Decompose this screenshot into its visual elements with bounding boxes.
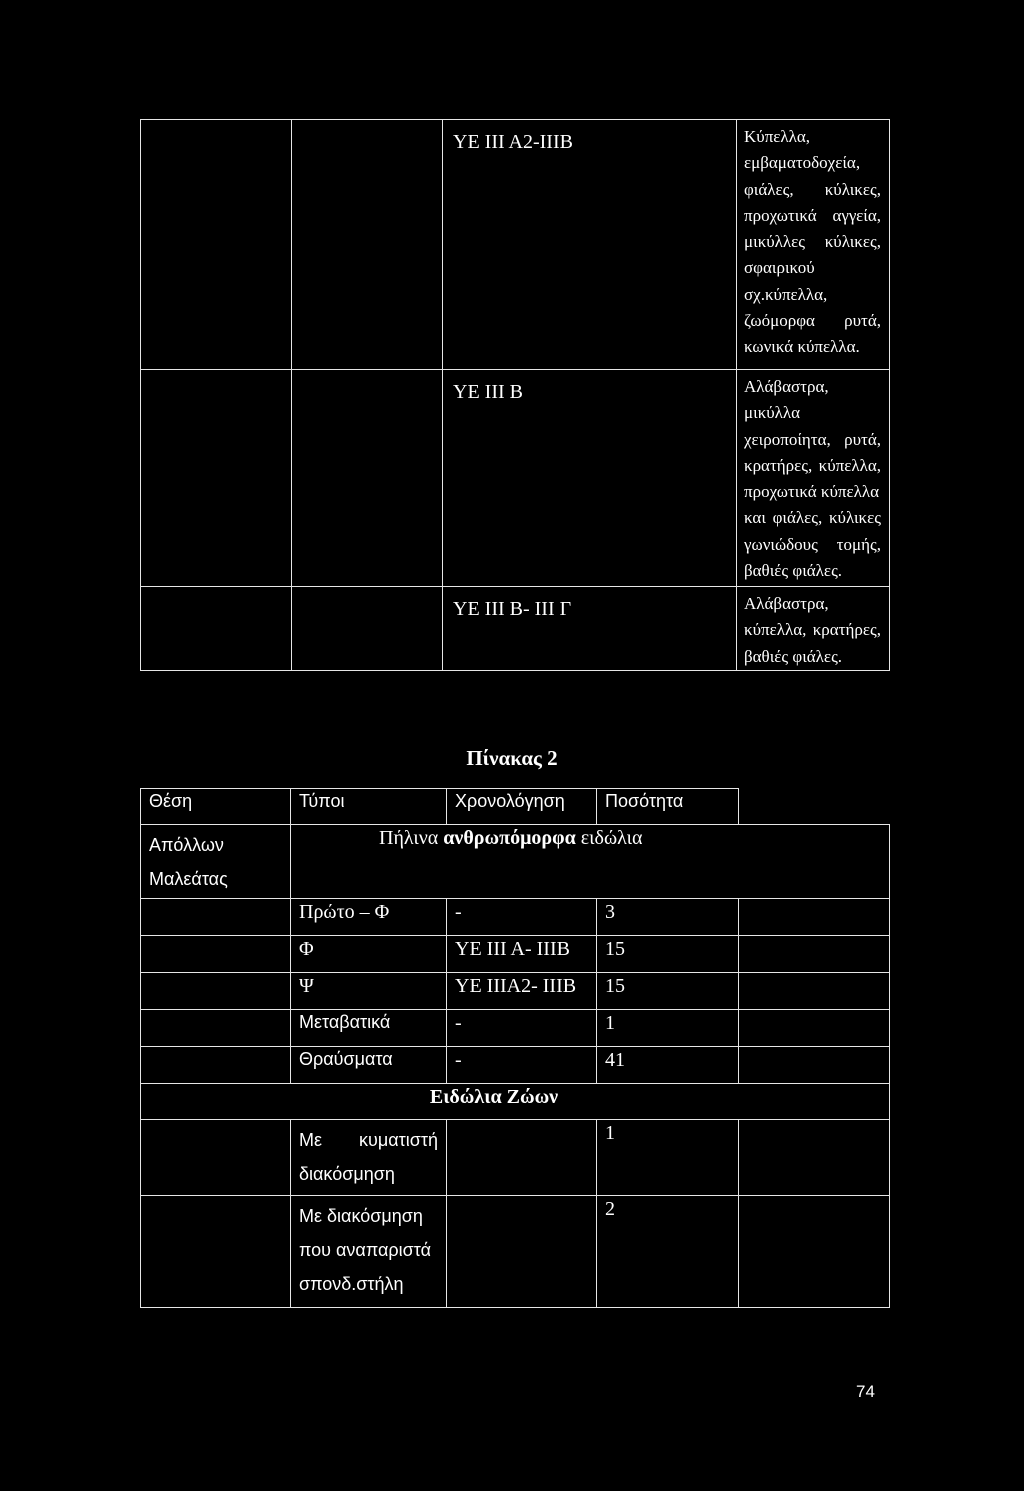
date-cell: -: [447, 899, 597, 936]
table-row: [141, 1047, 890, 1084]
empty-cell: [141, 1196, 291, 1308]
section-heading-bold: ανθρωπόμορφα: [443, 827, 576, 849]
empty-cell: [739, 899, 890, 936]
header-row: [141, 789, 890, 825]
empty-cell: [739, 936, 890, 973]
type-line: Με διακόσμηση: [299, 1206, 423, 1226]
header-cell: Θέση: [141, 789, 291, 825]
empty-cell: [141, 370, 292, 587]
description-line: κρατήρες, κύπελλα,: [744, 455, 881, 475]
empty-cell: [739, 789, 890, 825]
period-cell: [443, 370, 737, 587]
description-cell: [737, 587, 890, 671]
table-row: [141, 1010, 890, 1047]
type-cell: [291, 1196, 447, 1308]
period-label: ΥΕ ΙΙΙ Α2-ΙΙΙΒ: [453, 131, 573, 153]
section-heading-text: Πήλινα: [379, 827, 444, 849]
description-line: και φιάλες, κύλικες: [744, 508, 881, 528]
empty-cell: [141, 936, 291, 973]
quantity-cell: 1: [597, 1120, 739, 1196]
empty-cell: [739, 973, 890, 1010]
date-cell: -: [447, 1047, 597, 1084]
description-line: μικύλλες κύλικες,: [744, 232, 881, 252]
empty-cell: [141, 1047, 291, 1084]
description-line: ζωόμορφα ρυτά,: [744, 311, 881, 331]
quantity-cell: 15: [597, 973, 739, 1010]
empty-cell: [739, 1010, 890, 1047]
type-line: που αναπαριστά: [299, 1240, 432, 1260]
empty-cell: [292, 587, 443, 671]
table-row: [141, 973, 890, 1010]
empty-cell: [447, 1196, 597, 1308]
description-line: Κύπελλα,: [744, 127, 811, 146]
quantity-cell: 41: [597, 1047, 739, 1084]
header-cell: Ποσότητα: [597, 789, 739, 825]
empty-cell: [292, 370, 443, 587]
table-row: [141, 587, 890, 671]
type-line: Με κυματιστή: [299, 1130, 438, 1150]
header-cell: Χρονολόγηση: [447, 789, 597, 825]
page-number: 74: [856, 1382, 875, 1401]
date-cell: -: [447, 1010, 597, 1047]
table-row: [141, 120, 890, 370]
table-row: [141, 370, 890, 587]
empty-cell: [739, 1047, 890, 1084]
table-caption: Πίνακας 2: [466, 746, 558, 770]
empty-cell: [739, 1120, 890, 1196]
period-cell: [443, 120, 737, 370]
empty-cell: [141, 587, 292, 671]
description-line: Αλάβαστρα,: [744, 377, 829, 396]
description-line: σχ.κύπελλα,: [744, 284, 828, 304]
empty-cell: [141, 1120, 291, 1196]
type-cell: Φ: [291, 936, 447, 973]
site-name: Μαλεάτας: [149, 869, 228, 889]
description-line: μικύλλα: [744, 403, 801, 423]
description-line: φιάλες, κύλικες,: [744, 179, 881, 199]
pottery-table: [140, 119, 890, 671]
empty-cell: [141, 973, 291, 1010]
table-row: [141, 825, 890, 899]
quantity-cell: 1: [597, 1010, 739, 1047]
description-line: κωνικά κύπελλα.: [744, 337, 860, 357]
description-line: γωνιώδους τομής,: [744, 534, 881, 554]
type-cell: Ψ: [291, 973, 447, 1010]
empty-cell: [141, 1010, 291, 1047]
description-line: χειροποίητα, ρυτά,: [744, 429, 881, 449]
table-row: [141, 1196, 890, 1308]
table-row: [141, 899, 890, 936]
empty-cell: [292, 120, 443, 370]
description-cell: [737, 120, 890, 370]
description-line: κύπελλα, κρατήρες,: [744, 620, 881, 640]
description-cell: [737, 370, 890, 587]
description-line: Αλάβαστρα,: [744, 594, 829, 613]
table-row: [141, 1120, 890, 1196]
section-heading-cell: [291, 825, 890, 899]
description-line: βαθιές φιάλες.: [744, 646, 843, 666]
description-line: σφαιρικού: [744, 258, 815, 278]
date-cell: ΥΕ ΙΙΙΑ2- ΙΙΙΒ: [447, 973, 597, 1010]
quantity-cell: 3: [597, 899, 739, 936]
date-cell: ΥΕ ΙΙΙ Α- ΙΙΙΒ: [447, 936, 597, 973]
type-line: διακόσμηση: [299, 1164, 395, 1184]
quantity-cell: 2: [597, 1196, 739, 1308]
figurines-table: [140, 788, 890, 1308]
description-line: εμβαματοδοχεία,: [744, 153, 861, 173]
header-cell: Τύποι: [291, 789, 447, 825]
type-cell: Θραύσματα: [291, 1047, 447, 1084]
empty-cell: [141, 120, 292, 370]
animals-heading: Ειδώλια Ζώων: [141, 1084, 890, 1120]
description-line: προχωτικά αγγεία,: [744, 205, 881, 225]
period-label: ΥΕ ΙΙΙ Β: [453, 381, 523, 403]
empty-cell: [447, 1120, 597, 1196]
type-cell: Μεταβατικά: [291, 1010, 447, 1047]
type-line: σπονδ.στήλη: [299, 1274, 404, 1294]
period-label: ΥΕ ΙΙΙ Β- ΙΙΙ Γ: [453, 598, 572, 620]
site-name: Απόλλων: [149, 835, 224, 855]
section-heading-text: ειδώλια: [575, 827, 643, 849]
type-cell: Πρώτο – Φ: [291, 899, 447, 936]
quantity-cell: 15: [597, 936, 739, 973]
type-cell: [291, 1120, 447, 1196]
description-line: προχωτικά κύπελλα: [744, 482, 880, 502]
empty-cell: [141, 899, 291, 936]
site-cell: [141, 825, 291, 899]
table-row: [141, 1084, 890, 1120]
description-line: βαθιές φιάλες.: [744, 561, 843, 581]
period-cell: [443, 587, 737, 671]
table-row: [141, 936, 890, 973]
empty-cell: [739, 1196, 890, 1308]
